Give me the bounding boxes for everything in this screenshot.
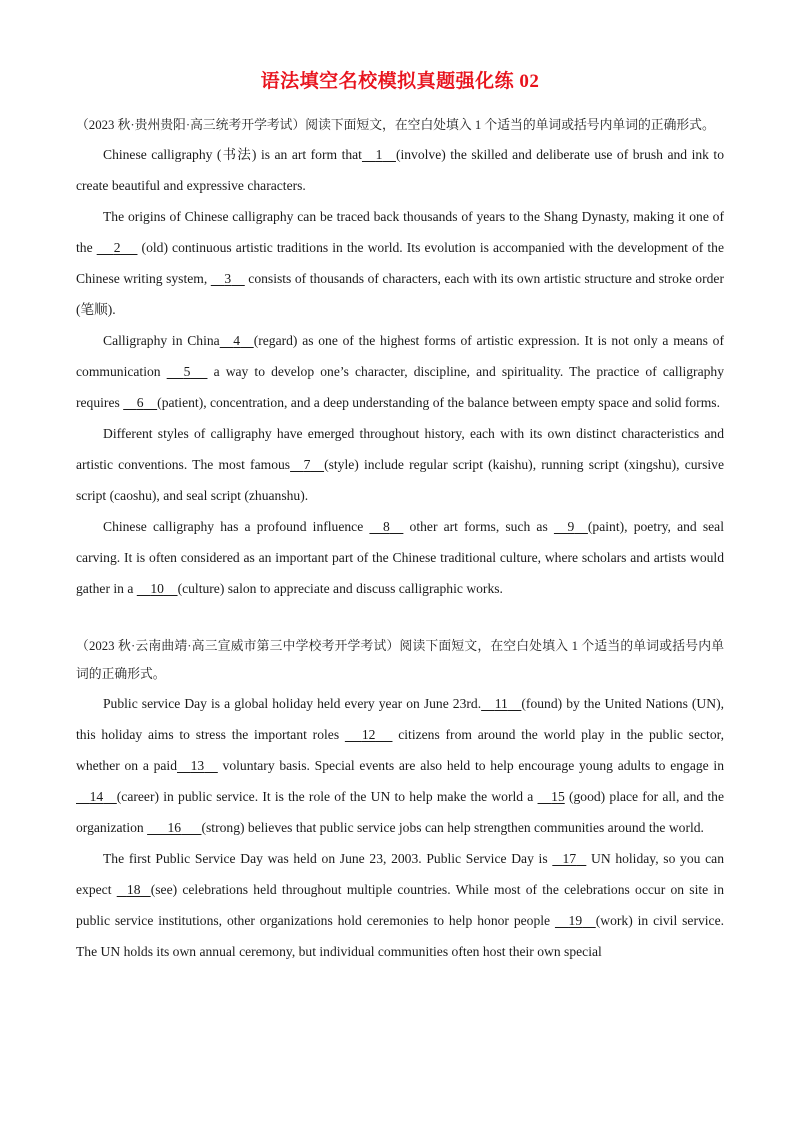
text-segment: (strong) believes that public service jobs can help strengthen communities around the world. <box>201 820 704 835</box>
blank-number: 6 <box>136 395 144 410</box>
blank-13 <box>177 750 218 781</box>
section-1-paragraph-3 <box>76 325 724 418</box>
blank-number: 19 <box>568 913 583 928</box>
blank-number: 14 <box>89 789 104 804</box>
text-segment: (style) include regular script (kaishu), running script (xingshu), cursive script (caoshu), and seal script (zhuanshu). <box>76 457 724 503</box>
text-segment: (work) in civil service. The UN holds its own annual ceremony, but individual communities often host their own special <box>76 913 725 959</box>
blank-number: 10 <box>150 581 164 596</box>
text-segment: a way to develop one’s character, discipline, and spirituality. The practice of calligraphy requires <box>76 364 724 410</box>
blank-9 <box>554 511 588 542</box>
blank-number: 2 <box>113 240 121 255</box>
blank-4 <box>220 325 254 356</box>
blank-number: 17 <box>562 851 577 866</box>
section-2-paragraph-1 <box>76 688 724 843</box>
text-segment: Different styles of calligraphy have emerged throughout history, each with its own distinct characteristics and artistic conventions. The most famous <box>76 426 724 472</box>
blank-16 <box>147 812 201 843</box>
text-segment: citizens from around the world play in the public sector, whether on a paid <box>76 727 724 773</box>
blank-3 <box>211 263 245 294</box>
blank-19 <box>555 905 596 936</box>
text-segment: Chinese calligraphy has a profound influence <box>103 519 370 534</box>
section-1-paragraph-4 <box>76 418 724 511</box>
text-segment: (see) celebrations held throughout multiple countries. While most of the celebrations occur on site in public service institutions, other organizations hold ceremonies to help honor people <box>76 882 724 928</box>
blank-6 <box>123 387 157 418</box>
text-segment: Public service Day is a global holiday held every year on June 23rd. <box>103 696 482 711</box>
blank-11 <box>481 688 521 719</box>
text-segment: Calligraphy in China <box>103 333 220 348</box>
text-segment: voluntary basis. Special events are also held to help encourage young adults to engage in <box>217 758 724 773</box>
blank-number: 7 <box>303 457 311 472</box>
blank-number: 1 <box>375 147 383 162</box>
text-segment: (culture) salon to appreciate and discuss calligraphic works. <box>177 581 503 596</box>
text-segment: UN holiday, so you can expect <box>76 851 724 897</box>
text-segment: (regard) as one of the highest forms of artistic expression. It is not only a means of communication <box>76 333 724 379</box>
text-segment: (good) place for all, and the organization <box>76 789 724 835</box>
blank-17 <box>552 843 586 874</box>
section-1-paragraph-1 <box>76 139 724 201</box>
section-divider-space <box>76 604 724 632</box>
blank-15 <box>538 781 565 812</box>
text-segment: (career) in public service. It is the role of the UN to help make the world a <box>116 789 538 804</box>
blank-number: 11 <box>494 696 508 711</box>
section-2-source: （2023 秋·云南曲靖·高三宣威市第三中学校考开学考试）阅读下面短文，在空白处填入 1 个适当的单词或括号内单词的正确形式。 <box>76 639 724 681</box>
text-segment: (found) by the United Nations (UN), this holiday aims to stress the important roles <box>76 696 724 742</box>
text-segment: Chinese calligraphy (书法) is an art form that <box>103 147 362 162</box>
blank-number: 15 <box>551 789 565 804</box>
blank-number: 5 <box>183 364 191 379</box>
text-segment: The origins of Chinese calligraphy can be traced back thousands of years to the Shang Dynasty, making it one of the <box>76 209 724 255</box>
section-1-source: （2023 秋·贵州贵阳·高三统考开学考试）阅读下面短文，在空白处填入 1 个适当的单词或括号内单词的正确形式。 <box>76 118 715 132</box>
section-1-paragraph-5 <box>76 511 724 604</box>
text-segment: (old) continuous artistic traditions in the world. Its evolution is accompanied with the development of the Chinese writing system, <box>76 240 724 286</box>
blank-number: 18 <box>126 882 141 897</box>
blank-2 <box>97 232 138 263</box>
blank-number: 4 <box>233 333 241 348</box>
text-segment: (patient), concentration, and a deep understanding of the balance between empty space and solid forms. <box>157 395 720 410</box>
text-segment: consists of thousands of characters, each with its own artistic structure and stroke order (笔顺). <box>76 271 724 317</box>
blank-8 <box>369 511 403 542</box>
blank-14 <box>76 781 117 812</box>
blank-7 <box>290 449 324 480</box>
blank-number: 16 <box>167 820 182 835</box>
blank-1 <box>362 139 396 170</box>
blank-number: 8 <box>383 519 390 534</box>
text-segment: (paint), poetry, and seal carving. It is often considered as an important part of the Chinese traditional culture, where scholars and artists would gather in a <box>76 519 724 596</box>
blank-number: 13 <box>190 758 205 773</box>
section-1-paragraph-2 <box>76 201 724 325</box>
text-segment: The first Public Service Day was held on June 23, 2003. Public Service Day is <box>103 851 553 866</box>
text-segment: other art forms, such as <box>403 519 554 534</box>
blank-5 <box>167 356 208 387</box>
section-2-paragraph-2 <box>76 843 724 967</box>
blank-10 <box>137 573 178 604</box>
text-segment: (involve) the skilled and deliberate use of brush and ink to create beautiful and expressive characters. <box>76 147 725 193</box>
blank-12 <box>345 719 393 750</box>
page-title: 语法填空名校模拟真题强化练 02 <box>260 71 540 92</box>
blank-18 <box>117 874 151 905</box>
blank-number: 12 <box>361 727 376 742</box>
blank-number: 9 <box>567 519 575 534</box>
blank-number: 3 <box>224 271 232 286</box>
